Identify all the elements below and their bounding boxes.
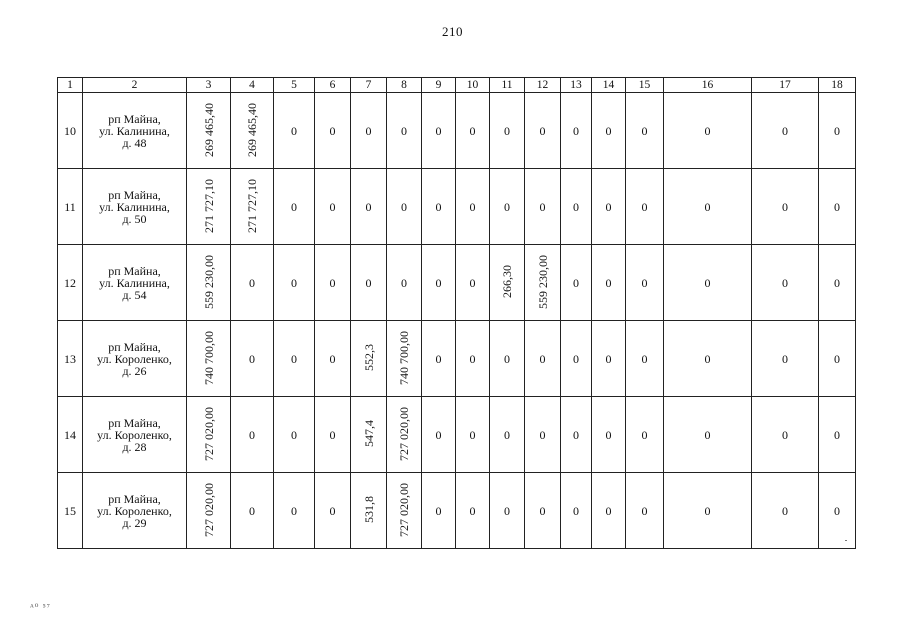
zero-value: 0 xyxy=(401,275,407,290)
column-header: 2 xyxy=(83,78,187,93)
row-number: 12 xyxy=(58,245,83,321)
value-cell xyxy=(626,93,664,169)
zero-value: 0 xyxy=(834,427,840,442)
zero-value: 0 xyxy=(704,351,711,366)
zero-value: 0 xyxy=(249,275,255,290)
rotated-value: 271 727,10 xyxy=(201,178,216,233)
row-number: 11 xyxy=(58,169,83,245)
zero-value: 0 xyxy=(365,275,372,290)
zero-value: 0 xyxy=(782,199,788,214)
zero-value: 0 xyxy=(291,427,297,442)
value-cell xyxy=(387,169,422,245)
rotated-value: 740 700,00 xyxy=(397,330,411,385)
value-cell xyxy=(819,321,856,397)
value-cell xyxy=(387,473,422,549)
value-cell xyxy=(315,169,351,245)
zero-value: 0 xyxy=(365,199,372,214)
rotated-value: 727 020,00 xyxy=(201,406,216,461)
value-cell xyxy=(752,321,819,397)
value-cell xyxy=(187,93,231,169)
value-cell xyxy=(422,321,456,397)
zero-value: 0 xyxy=(573,123,579,138)
value-cell xyxy=(525,397,561,473)
zero-value: 0 xyxy=(469,123,476,138)
value-cell xyxy=(664,397,752,473)
zero-value: 0 xyxy=(291,351,297,366)
zero-value: 0 xyxy=(539,123,546,138)
rotated-value: 740 700,00 xyxy=(201,330,216,385)
zero-value: 0 xyxy=(834,503,840,518)
zero-value: 0 xyxy=(539,427,546,442)
value-cell xyxy=(626,473,664,549)
value-cell xyxy=(592,169,626,245)
zero-value: 0 xyxy=(641,351,648,366)
value-cell xyxy=(387,321,422,397)
zero-value: 0 xyxy=(782,275,788,290)
value-cell xyxy=(592,321,626,397)
zero-value: 0 xyxy=(435,123,442,138)
zero-value: 0 xyxy=(435,199,442,214)
rotated-value: 727 020,00 xyxy=(397,406,411,461)
zero-value: 0 xyxy=(504,199,510,214)
column-header: 8 xyxy=(387,78,422,93)
value-cell xyxy=(664,473,752,549)
margin-mark: ᴬ⁰ ⁵⁷ xyxy=(30,602,51,612)
address-line: рп Майна, xyxy=(108,187,161,202)
column-header: 3 xyxy=(187,78,231,93)
table-row xyxy=(58,321,856,397)
zero-value: 0 xyxy=(834,123,840,138)
value-cell xyxy=(422,473,456,549)
address-line: рп Майна, xyxy=(108,339,161,354)
zero-value: 0 xyxy=(641,123,648,138)
value-cell xyxy=(274,473,315,549)
value-cell xyxy=(561,93,592,169)
zero-value: 0 xyxy=(641,427,648,442)
value-cell xyxy=(187,245,231,321)
value-cell xyxy=(752,93,819,169)
value-cell xyxy=(231,473,274,549)
zero-value: 0 xyxy=(291,199,297,214)
table-row xyxy=(58,245,856,321)
zero-value: 0 xyxy=(605,351,612,366)
zero-value: 0 xyxy=(435,275,442,290)
value-cell xyxy=(664,169,752,245)
value-cell xyxy=(422,245,456,321)
value-cell xyxy=(456,473,490,549)
zero-value: 0 xyxy=(504,351,510,366)
value-cell xyxy=(456,397,490,473)
zero-value: 0 xyxy=(329,351,336,366)
zero-value: 0 xyxy=(539,503,546,518)
zero-value: 0 xyxy=(249,503,255,518)
value-cell xyxy=(315,397,351,473)
zero-value: 0 xyxy=(782,123,788,138)
zero-value: 0 xyxy=(605,503,612,518)
value-cell xyxy=(456,245,490,321)
zero-value: 0 xyxy=(605,427,612,442)
value-cell xyxy=(592,473,626,549)
value-cell xyxy=(592,397,626,473)
value-cell xyxy=(490,473,525,549)
value-cell xyxy=(387,93,422,169)
value-cell xyxy=(315,93,351,169)
zero-value: 0 xyxy=(704,275,711,290)
zero-value: 0 xyxy=(249,351,255,366)
address-line: ул. Калинина, xyxy=(99,275,170,290)
column-header: 9 xyxy=(422,78,456,93)
rotated-value: 266,30 xyxy=(500,265,514,298)
column-header: 16 xyxy=(664,78,752,93)
zero-value: 0 xyxy=(365,123,372,138)
value-cell xyxy=(274,245,315,321)
zero-value: 0 xyxy=(834,275,840,290)
rotated-value: 269 465,40 xyxy=(201,102,216,157)
zero-value: 0 xyxy=(435,351,442,366)
value-cell xyxy=(351,169,387,245)
row-number: 15 xyxy=(58,473,83,549)
rotated-value: 727 020,00 xyxy=(397,482,411,537)
column-header: 10 xyxy=(456,78,490,93)
zero-value: 0 xyxy=(641,503,648,518)
scan-speck xyxy=(845,540,847,541)
rotated-value: 547,4 xyxy=(361,420,376,447)
value-cell xyxy=(274,169,315,245)
zero-value: 0 xyxy=(539,351,546,366)
value-cell xyxy=(456,93,490,169)
value-cell xyxy=(351,397,387,473)
value-cell xyxy=(274,321,315,397)
value-cell xyxy=(525,473,561,549)
address-cell xyxy=(83,397,187,473)
address-line: ул. Короленко, xyxy=(97,503,172,518)
value-cell xyxy=(187,473,231,549)
zero-value: 0 xyxy=(704,123,711,138)
value-cell xyxy=(187,397,231,473)
address-line: д. 26 xyxy=(122,363,147,378)
column-header: 15 xyxy=(626,78,664,93)
zero-value: 0 xyxy=(641,199,648,214)
row-number: 13 xyxy=(58,321,83,397)
column-header: 13 xyxy=(561,78,592,93)
zero-value: 0 xyxy=(469,351,476,366)
value-cell xyxy=(819,397,856,473)
zero-value: 0 xyxy=(469,427,476,442)
value-cell xyxy=(187,169,231,245)
value-cell xyxy=(231,397,274,473)
value-cell xyxy=(387,397,422,473)
zero-value: 0 xyxy=(291,123,297,138)
value-cell xyxy=(752,169,819,245)
value-cell xyxy=(351,93,387,169)
address-line: д. 50 xyxy=(122,211,147,226)
zero-value: 0 xyxy=(291,275,297,290)
rotated-value: 559 230,00 xyxy=(201,254,216,309)
value-cell xyxy=(819,473,856,549)
column-header: 11 xyxy=(490,78,525,93)
value-cell xyxy=(315,321,351,397)
zero-value: 0 xyxy=(329,199,336,214)
table-row xyxy=(58,473,856,549)
value-cell xyxy=(525,321,561,397)
address-line: рп Майна, xyxy=(108,415,161,430)
value-cell xyxy=(351,473,387,549)
zero-value: 0 xyxy=(605,275,612,290)
header-row xyxy=(58,78,856,93)
zero-value: 0 xyxy=(704,199,711,214)
address-line: ул. Короленко, xyxy=(97,351,172,366)
value-cell xyxy=(351,245,387,321)
zero-value: 0 xyxy=(435,503,442,518)
value-cell xyxy=(626,169,664,245)
zero-value: 0 xyxy=(539,199,546,214)
value-cell xyxy=(626,245,664,321)
column-header: 7 xyxy=(351,78,387,93)
column-header: 12 xyxy=(525,78,561,93)
row-number: 14 xyxy=(58,397,83,473)
address-line: д. 54 xyxy=(122,287,147,302)
value-cell xyxy=(525,93,561,169)
column-header: 6 xyxy=(315,78,351,93)
address-line: рп Майна, xyxy=(108,491,161,506)
zero-value: 0 xyxy=(291,503,297,518)
value-cell xyxy=(490,397,525,473)
address-cell xyxy=(83,169,187,245)
zero-value: 0 xyxy=(605,199,612,214)
zero-value: 0 xyxy=(329,275,336,290)
address-cell xyxy=(83,321,187,397)
value-cell xyxy=(231,93,274,169)
value-cell xyxy=(490,245,525,321)
value-cell xyxy=(664,321,752,397)
rotated-value: 269 465,40 xyxy=(245,102,259,157)
value-cell xyxy=(819,169,856,245)
value-cell xyxy=(422,169,456,245)
value-cell xyxy=(592,245,626,321)
value-cell xyxy=(274,397,315,473)
zero-value: 0 xyxy=(401,199,407,214)
value-cell xyxy=(422,397,456,473)
value-cell xyxy=(490,321,525,397)
zero-value: 0 xyxy=(329,123,336,138)
value-cell xyxy=(315,245,351,321)
value-cell xyxy=(490,93,525,169)
rotated-value: 531,8 xyxy=(361,496,376,523)
value-cell xyxy=(187,321,231,397)
value-cell xyxy=(351,321,387,397)
value-cell xyxy=(592,93,626,169)
address-line: рп Майна, xyxy=(108,111,161,126)
value-cell xyxy=(525,245,561,321)
zero-value: 0 xyxy=(641,275,648,290)
value-cell xyxy=(819,93,856,169)
zero-value: 0 xyxy=(504,427,510,442)
value-cell xyxy=(664,245,752,321)
value-cell xyxy=(231,321,274,397)
zero-value: 0 xyxy=(504,503,510,518)
value-cell xyxy=(819,245,856,321)
value-cell xyxy=(561,397,592,473)
address-line: д. 29 xyxy=(122,515,147,530)
zero-value: 0 xyxy=(782,503,788,518)
rotated-value: 271 727,10 xyxy=(245,178,259,233)
value-cell xyxy=(274,93,315,169)
column-header: 14 xyxy=(592,78,626,93)
value-cell xyxy=(231,245,274,321)
rotated-value: 559 230,00 xyxy=(535,254,550,309)
zero-value: 0 xyxy=(573,199,579,214)
zero-value: 0 xyxy=(573,351,579,366)
zero-value: 0 xyxy=(573,503,579,518)
value-cell xyxy=(456,321,490,397)
value-cell xyxy=(456,169,490,245)
table-row xyxy=(58,169,856,245)
zero-value: 0 xyxy=(573,275,579,290)
zero-value: 0 xyxy=(249,427,255,442)
rotated-value: 552,3 xyxy=(361,344,376,371)
value-cell xyxy=(561,321,592,397)
address-cell xyxy=(83,245,187,321)
zero-value: 0 xyxy=(329,503,336,518)
table-row xyxy=(58,397,856,473)
value-cell xyxy=(626,321,664,397)
zero-value: 0 xyxy=(573,427,579,442)
zero-value: 0 xyxy=(469,199,476,214)
value-cell xyxy=(752,245,819,321)
address-cell xyxy=(83,473,187,549)
column-header: 1 xyxy=(58,78,83,93)
zero-value: 0 xyxy=(469,275,476,290)
value-cell xyxy=(490,169,525,245)
value-cell xyxy=(231,169,274,245)
zero-value: 0 xyxy=(704,427,711,442)
value-cell xyxy=(422,93,456,169)
value-cell xyxy=(752,397,819,473)
column-header: 5 xyxy=(274,78,315,93)
zero-value: 0 xyxy=(469,503,476,518)
value-cell xyxy=(561,169,592,245)
address-line: ул. Короленко, xyxy=(97,427,172,442)
zero-value: 0 xyxy=(834,199,840,214)
value-cell xyxy=(752,473,819,549)
zero-value: 0 xyxy=(782,427,788,442)
value-cell xyxy=(626,397,664,473)
value-cell xyxy=(315,473,351,549)
rotated-value: 727 020,00 xyxy=(201,482,216,537)
value-cell xyxy=(387,245,422,321)
address-line: ул. Калинина, xyxy=(99,123,170,138)
data-table xyxy=(57,77,856,549)
column-header: 4 xyxy=(231,78,274,93)
address-line: рп Майна, xyxy=(108,263,161,278)
zero-value: 0 xyxy=(401,123,407,138)
address-line: д. 48 xyxy=(122,135,147,150)
page-number: 210 xyxy=(442,24,463,39)
zero-value: 0 xyxy=(435,427,442,442)
zero-value: 0 xyxy=(834,351,840,366)
zero-value: 0 xyxy=(504,123,510,138)
table-row xyxy=(58,93,856,169)
column-header: 17 xyxy=(752,78,819,93)
zero-value: 0 xyxy=(782,351,788,366)
address-cell xyxy=(83,93,187,169)
address-line: д. 28 xyxy=(122,439,147,454)
value-cell xyxy=(664,93,752,169)
zero-value: 0 xyxy=(704,503,711,518)
zero-value: 0 xyxy=(329,427,336,442)
value-cell xyxy=(561,245,592,321)
value-cell xyxy=(561,473,592,549)
value-cell xyxy=(525,169,561,245)
column-header: 18 xyxy=(819,78,856,93)
address-line: ул. Калинина, xyxy=(99,199,170,214)
zero-value: 0 xyxy=(605,123,612,138)
row-number: 10 xyxy=(58,93,83,169)
